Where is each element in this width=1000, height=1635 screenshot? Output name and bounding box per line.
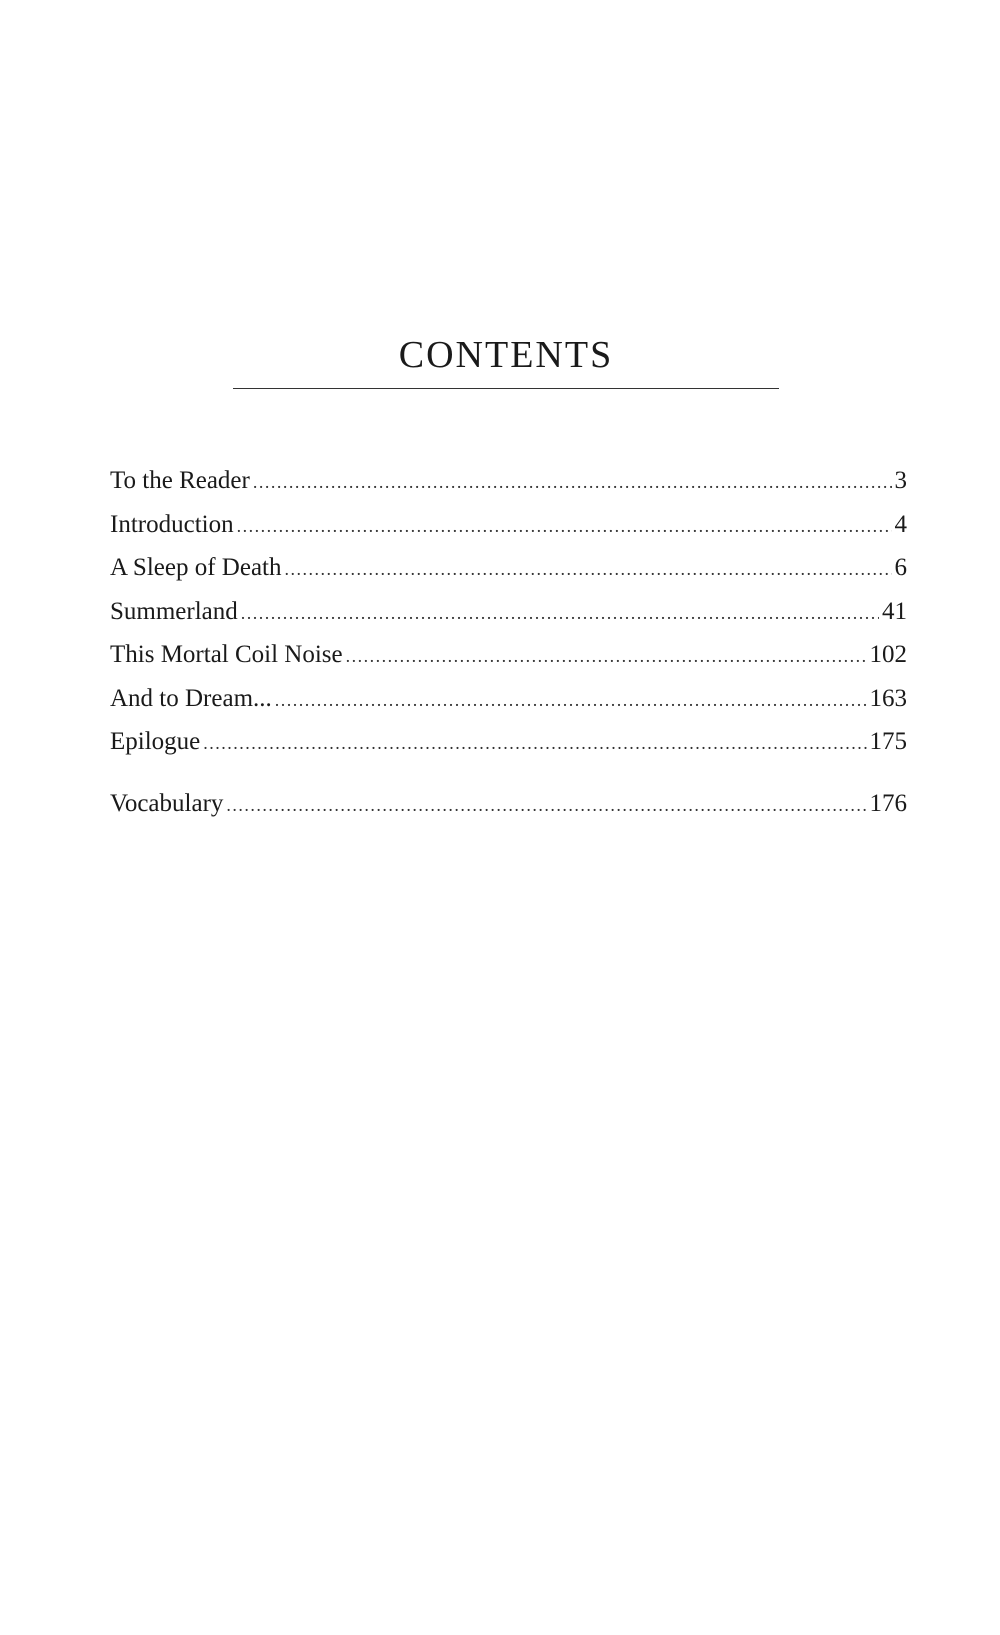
toc-entry-page: 6 bbox=[894, 554, 907, 581]
toc-dot-leader bbox=[226, 796, 866, 814]
toc-dot-leader bbox=[237, 517, 892, 535]
toc-entry-title: This Mortal Coil Noise bbox=[110, 641, 343, 668]
toc-entry-page: 175 bbox=[869, 728, 907, 755]
toc-entry-page: 4 bbox=[894, 510, 907, 538]
toc-entry-epilogue bbox=[110, 729, 907, 773]
toc-dot-leader bbox=[241, 604, 879, 622]
toc-entry-page: 176 bbox=[869, 789, 907, 817]
toc-entry-title: Vocabulary bbox=[110, 789, 224, 817]
toc-dot-leader bbox=[253, 473, 892, 491]
toc-entry-title: To the Reader bbox=[110, 467, 250, 494]
toc-entry-page: 3 bbox=[894, 467, 907, 494]
toc-entry-summerland bbox=[110, 599, 907, 643]
toc-dot-leader bbox=[346, 647, 867, 665]
toc-entry-title: A Sleep of Death bbox=[110, 554, 282, 581]
toc-dot-leader bbox=[275, 691, 867, 709]
toc-dot-leader bbox=[203, 734, 866, 752]
toc-entry-page: 102 bbox=[869, 641, 907, 668]
title-divider bbox=[233, 388, 779, 389]
toc-entry-page: 41 bbox=[882, 597, 907, 625]
toc-entry-page: 163 bbox=[869, 684, 907, 712]
toc-entry-to-the-reader bbox=[110, 468, 907, 512]
toc-entry-this-mortal-coil-noise bbox=[110, 642, 907, 686]
toc-entry-title: Introduction bbox=[110, 510, 234, 538]
toc-entry-title: Summerland bbox=[110, 597, 238, 625]
toc-entry-vocabulary bbox=[110, 791, 907, 835]
toc-entry-introduction bbox=[110, 512, 907, 556]
toc-entry-a-sleep-of-death bbox=[110, 555, 907, 599]
toc-entry-title: And to Dream... bbox=[110, 684, 272, 712]
toc-entry-title: Epilogue bbox=[110, 728, 201, 755]
toc-dot-leader bbox=[284, 560, 891, 578]
table-of-contents bbox=[110, 468, 907, 834]
page-title: CONTENTS bbox=[398, 334, 614, 376]
toc-entry-and-to-dream bbox=[110, 686, 907, 730]
